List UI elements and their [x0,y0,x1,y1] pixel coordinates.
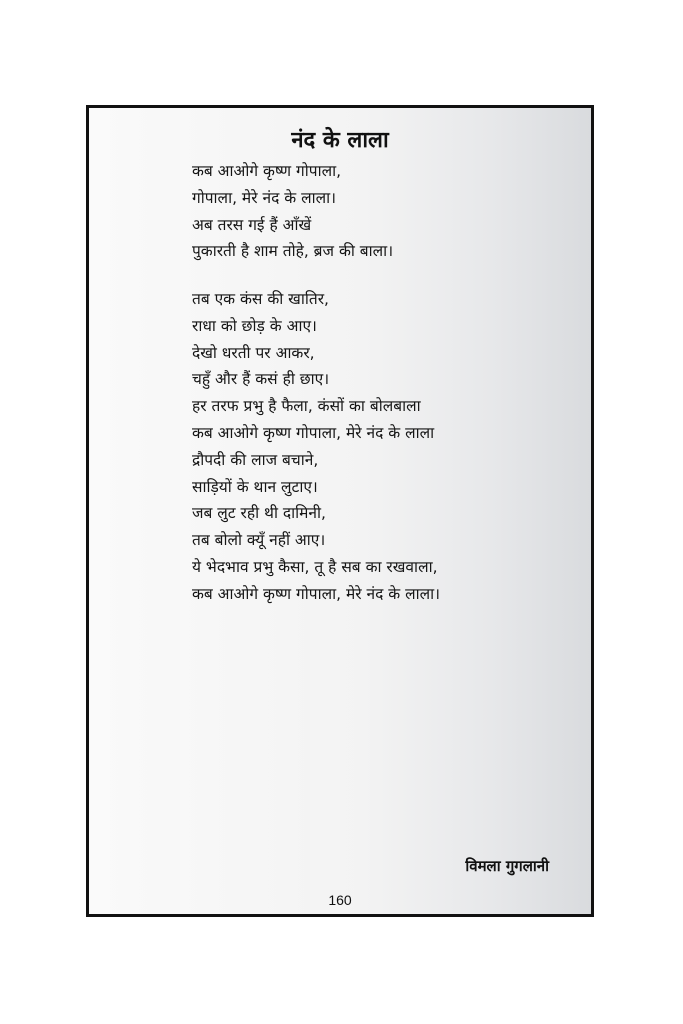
poem-line: हर तरफ प्रभु है फैला, कंसों का बोलबाला [192,397,421,416]
poem-line: पुकारती है शाम तोहे, ब्रज की बाला। [192,242,394,261]
poem-stanza-2 [192,286,440,608]
poem-line: देखो धरती पर आकर, [192,343,315,362]
poem-line: गोपाला, मेरे नंद के लाला। [192,188,336,207]
page-number: 160 [328,892,352,908]
book-page [86,105,594,917]
poem-line: द्रौपदी की लाज बचाने, [192,450,319,469]
poem-line: अब तरस गई हैं आँखें [192,215,312,234]
poem-title: नंद के लाला [291,128,389,153]
poem-line: कब आओगे कृष्ण गोपाला, मेरे नंद के लाला। [192,584,441,603]
poem-line: तब बोलो क्यूँ नहीं आए। [192,531,326,550]
poem-stanza-1 [192,158,393,265]
poem-line: चहुँ और हैं कसं ही छाए। [192,370,330,389]
poem-line: ये भेदभाव प्रभु कैसा, तू है सब का रखवाला, [192,557,438,576]
poem-line: कब आओगे कृष्ण गोपाला, [192,162,342,180]
poem-line: तब एक कंस की खातिर, [192,290,329,308]
poem-author: विमला गुगलानी [465,857,549,875]
poem-line: कब आओगे कृष्ण गोपाला, मेरे नंद के लाला [192,423,435,442]
poem-line: साड़ियों के थान लुटाए। [192,477,318,496]
poem-line: राधा को छोड़ के आए। [192,316,317,335]
poem-line: जब लुट रही थी दामिनी, [192,504,326,523]
